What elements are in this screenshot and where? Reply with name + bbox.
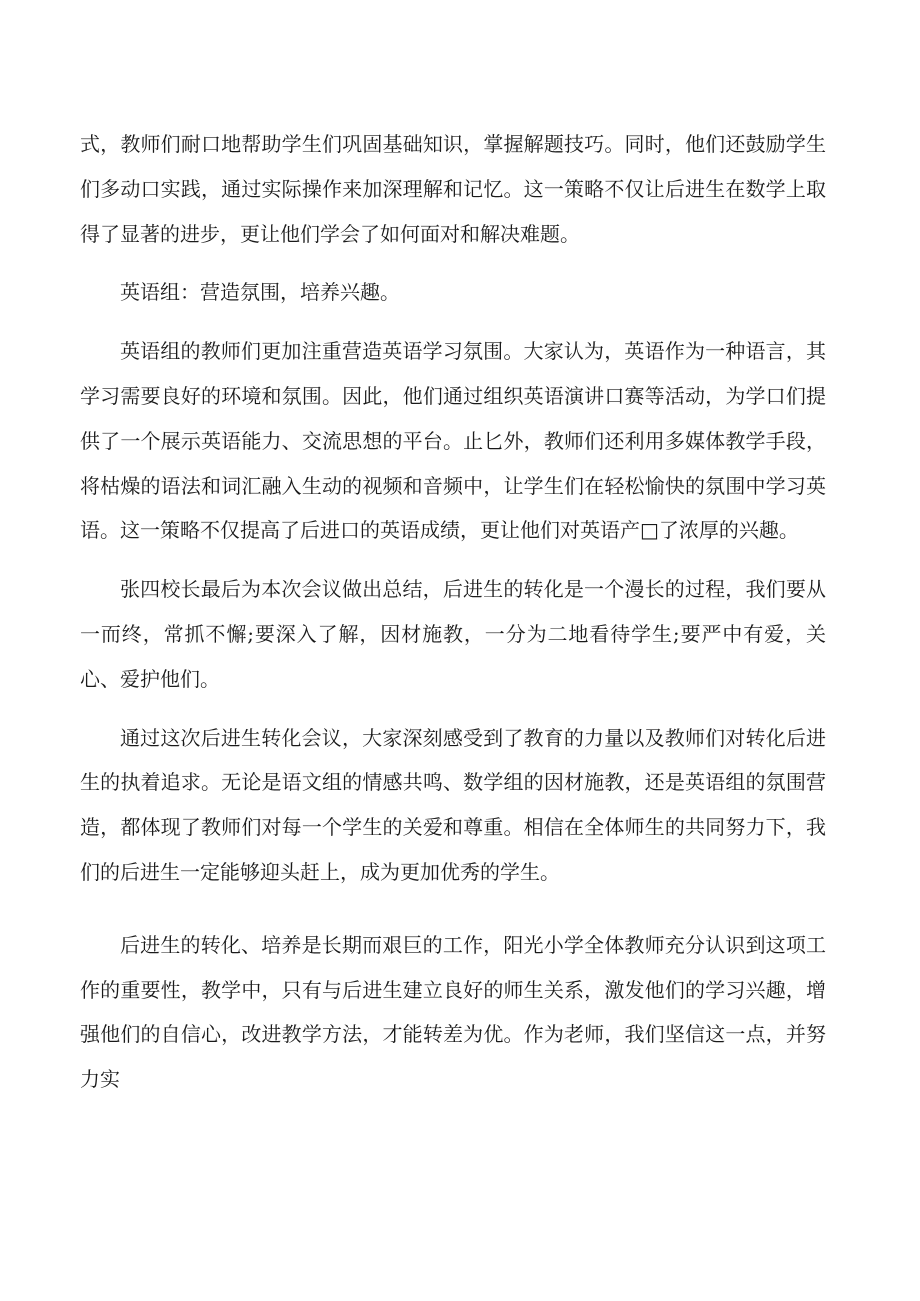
paragraph-english-group: 英语组的教师们更加注重营造英语学习氛围。大家认为，英语作为一种语言，其学习需要良好的环境和氛围。因此，他们通过组织英语演讲口赛等活动，为学口们提供了一个展示英语能力、交流思想的平台。止匕外，教师们还利用多媒体教学手段，将枯燥的语法和词汇融入生动的视频和音频中，让学生们在轻松愉快的氛围中学习英语。这一策略不仅提高了后进口的英语成绩，更让他们对英语产□了浓厚的兴趣。 (80, 339, 826, 543)
paragraph-continuation: 式，教师们耐口地帮助学生们巩固基础知识，掌握解题技巧。同时，他们还鼓励学生们多动口实践，通过实际操作来加深理解和记忆。这一策略不仅让后进生在数学上取得了显著的进步，更让他们学会了如何面对和解决难题。 (80, 132, 826, 246)
section-heading-english-group: 英语组：营造氛围，培养兴趣。 (120, 280, 400, 305)
paragraph-meeting-reflection: 通过这次后进生转化会议，大家深刻感受到了教育的力量以及教师们对转化后进生的执着追求。无论是语文组的情感共鸣、数学组的因材施教，还是英语组的氛围营造，都体现了教师们对每一个学生的关爱和尊重。相信在全体师生的共同努力下，我们的后进生一定能够迎头赶上，成为更加优秀的学生。 (80, 725, 826, 884)
paragraph-principal-summary: 张四校长最后为本次会议做出总结，后进生的转化是一个漫长的过程，我们要从一而终，常抓不懈;要深入了解，因材施教，一分为二地看待学生;要严中有爱，关心、爱护他们。 (80, 577, 826, 691)
document-body (80, 122, 826, 1116)
paragraph-conclusion: 后进生的转化、培养是长期而艰巨的工作，阳光小学全体教师充分认识到这项工作的重要性，教学中，只有与后进生建立良好的师生关系，激发他们的学习兴趣，增强他们的自信心，改进教学方法，才能转差为优。作为老师，我们坚信这一点，并努力实 (80, 932, 826, 1092)
